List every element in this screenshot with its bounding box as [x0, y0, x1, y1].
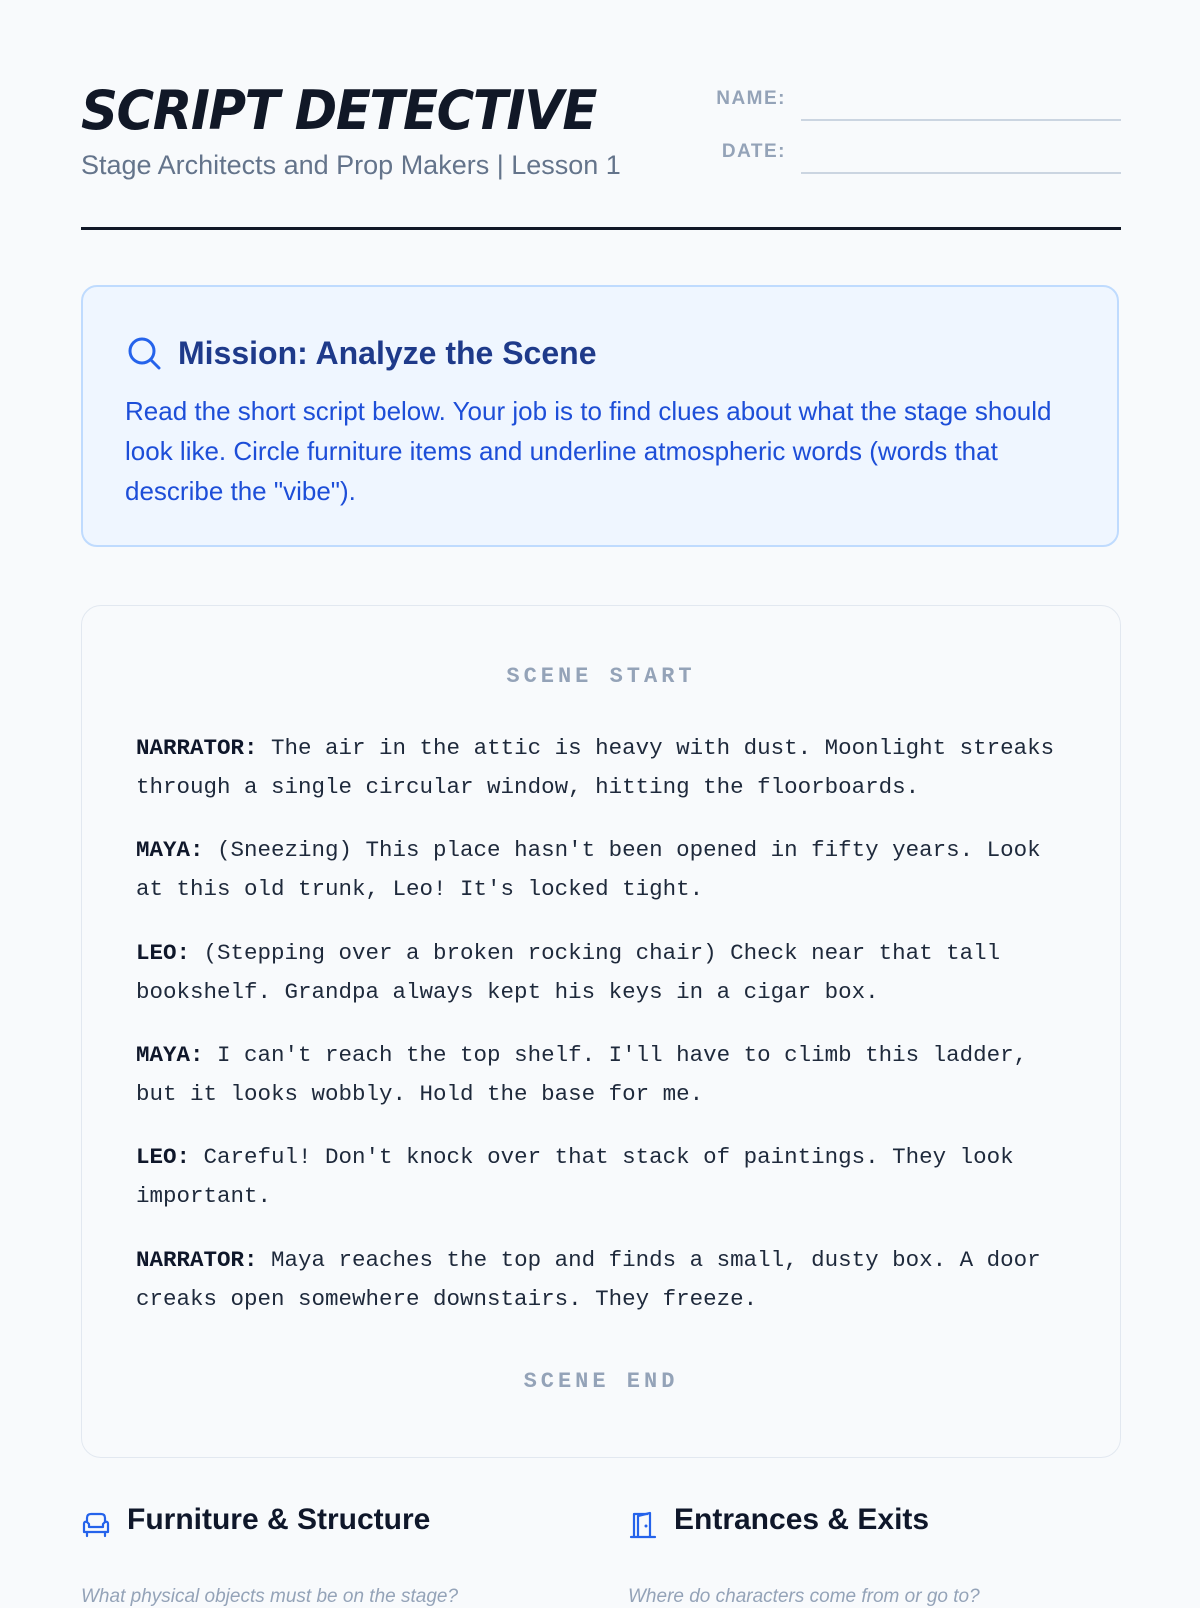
mission-title: Mission: Analyze the Scene	[178, 335, 597, 371]
speaker-name: LEO:	[136, 940, 191, 966]
furniture-section	[81, 1500, 581, 1607]
date-line[interactable]	[801, 172, 1121, 174]
dialogue-text: (Sneezing) This place hasn't been opened in fifty years. Look at this old trunk, Leo! It's locked tight.	[136, 837, 1041, 902]
header-divider	[81, 227, 1121, 230]
script-line	[136, 729, 1076, 807]
script-line	[136, 831, 1076, 909]
speaker-name: NARRATOR:	[136, 1247, 258, 1273]
script-line	[136, 1241, 1076, 1319]
name-label: NAME:	[716, 88, 786, 109]
furniture-prompt: What physical objects must be on the stage?	[81, 1586, 459, 1607]
search-icon	[127, 336, 161, 370]
date-field[interactable]	[711, 141, 1121, 181]
door-icon	[628, 1510, 658, 1540]
name-field[interactable]	[711, 88, 1121, 128]
worksheet-header	[81, 80, 1121, 230]
script-line	[136, 934, 1076, 1012]
worksheet-title: SCRIPT DETECTIVE	[81, 79, 596, 142]
mission-box	[81, 285, 1119, 547]
speaker-name: MAYA:	[136, 837, 204, 863]
dialogue-text: (Stepping over a broken rocking chair) Check near that tall bookshelf. Grandpa always kept his keys in a cigar box.	[136, 940, 1001, 1005]
worksheet-subtitle: Stage Architects and Prop Makers | Lesson 1	[81, 150, 621, 180]
dialogue-text: Maya reaches the top and finds a small, dusty box. A door creaks open somewhere downstairs. They freeze.	[136, 1247, 1041, 1312]
date-label: DATE:	[721, 141, 786, 162]
script-line	[136, 1138, 1076, 1216]
script-box	[81, 605, 1121, 1458]
furniture-heading: Furniture & Structure	[127, 1503, 431, 1536]
mission-instructions: Read the short script below. Your job is to find clues about what the stage should look like. Circle furniture items and underline atmospheric words (words that describe the "vibe").	[125, 396, 1052, 506]
scene-end-marker: SCENE END	[523, 1369, 679, 1394]
script-line	[136, 1036, 1076, 1114]
entrances-section	[628, 1500, 1128, 1607]
speaker-name: NARRATOR:	[136, 735, 258, 761]
speaker-name: LEO:	[136, 1144, 191, 1170]
armchair-icon	[81, 1510, 111, 1540]
dialogue-text: I can't reach the top shelf. I'll have to climb this ladder, but it looks wobbly. Hold the base for me.	[136, 1042, 1028, 1107]
name-line[interactable]	[801, 119, 1121, 121]
dialogue-text: The air in the attic is heavy with dust. Moonlight streaks through a single circular window, hitting the floorboards.	[136, 735, 1055, 800]
entrances-heading: Entrances & Exits	[674, 1503, 930, 1536]
speaker-name: MAYA:	[136, 1042, 204, 1068]
scene-start-marker: SCENE START	[506, 664, 696, 689]
dialogue-text: Careful! Don't knock over that stack of paintings. They look important.	[136, 1144, 1014, 1209]
entrances-prompt: Where do characters come from or go to?	[628, 1586, 980, 1607]
